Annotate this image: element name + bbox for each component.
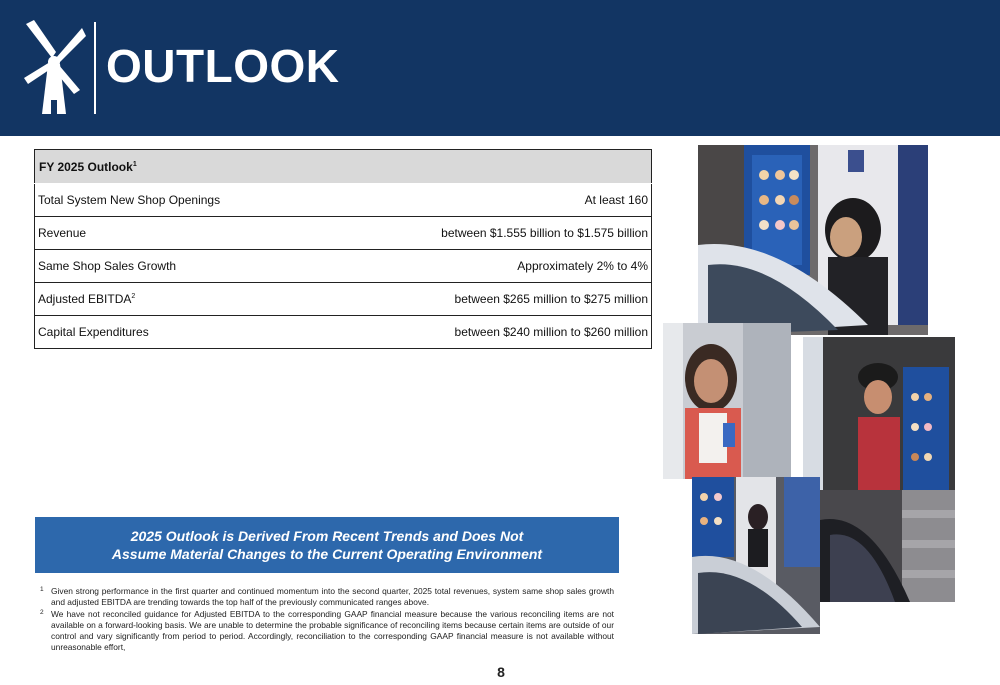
row-label: Adjusted EBITDA (38, 292, 132, 306)
footnotes (40, 586, 614, 654)
table-header-cell (35, 150, 652, 184)
row-label: Revenue (38, 226, 87, 240)
row-label: Total System New Shop Openings (38, 193, 221, 207)
footnote-item (40, 586, 614, 608)
footnote-ref: 1 (132, 160, 137, 168)
photo-shop-exterior (820, 490, 955, 602)
footnote-number: 2 (40, 609, 44, 616)
row-label-cell (35, 250, 325, 283)
photo-customer-smiling (663, 323, 791, 479)
header-bar (0, 0, 1000, 136)
table-row (35, 250, 652, 283)
windmill-logo-icon (22, 20, 86, 116)
photo-drive-thru-car (692, 477, 820, 634)
outlook-banner (35, 517, 619, 573)
banner-line-1: 2025 Outlook is Derived From Recent Trends and Does Not (130, 528, 524, 544)
page-number: 8 (497, 664, 505, 680)
row-label: Capital Expenditures (38, 325, 149, 339)
outlook-table (34, 149, 652, 349)
table-header-row (35, 150, 652, 184)
row-label-cell (35, 283, 325, 316)
row-value: between $240 million to $260 million (454, 325, 648, 339)
table-row (35, 283, 652, 316)
table-header-label: FY 2025 Outlook (39, 159, 133, 174)
row-label-cell (35, 184, 325, 217)
row-value: Approximately 2% to 4% (324, 250, 652, 283)
table-row (35, 217, 652, 250)
row-value: between $1.555 billion to $1.575 billion (324, 217, 652, 250)
banner-line-2: Assume Material Changes to the Current Operating Environment (111, 546, 543, 562)
row-value: between $265 million to $275 million (324, 283, 652, 316)
table-row (35, 184, 652, 217)
photo-drive-thru-window (698, 145, 928, 335)
footnote-text: Given strong performance in the first quarter and continued momentum into the second quarter, 2025 total revenues, system same shop sales growth and adjusted EBITDA are trending towards the top half of the previously communicated ranges above. (51, 586, 614, 607)
footnote-text: We have not reconciled guidance for Adjusted EBITDA to the corresponding GAAP financial measure because the various reconciling items are not available on a forward-looking basis. We are unable to determine the probable significance of reconciling items because certain items are outside of our control and vary significantly from period to period. Accordingly, reconciliation to the corresponding GAAP financial measure is not available without unreasonable effort, (51, 609, 614, 652)
footnote-item (40, 609, 614, 653)
logo-divider (94, 22, 96, 114)
row-label-cell (35, 316, 325, 349)
table-row (35, 316, 652, 349)
footnote-ref: 2 (131, 293, 136, 300)
row-label: Same Shop Sales Growth (38, 259, 177, 273)
row-value: At least 160 (324, 184, 652, 217)
page-title: OUTLOOK (106, 40, 340, 92)
footnote-number: 1 (40, 586, 44, 593)
row-label-cell (35, 217, 325, 250)
